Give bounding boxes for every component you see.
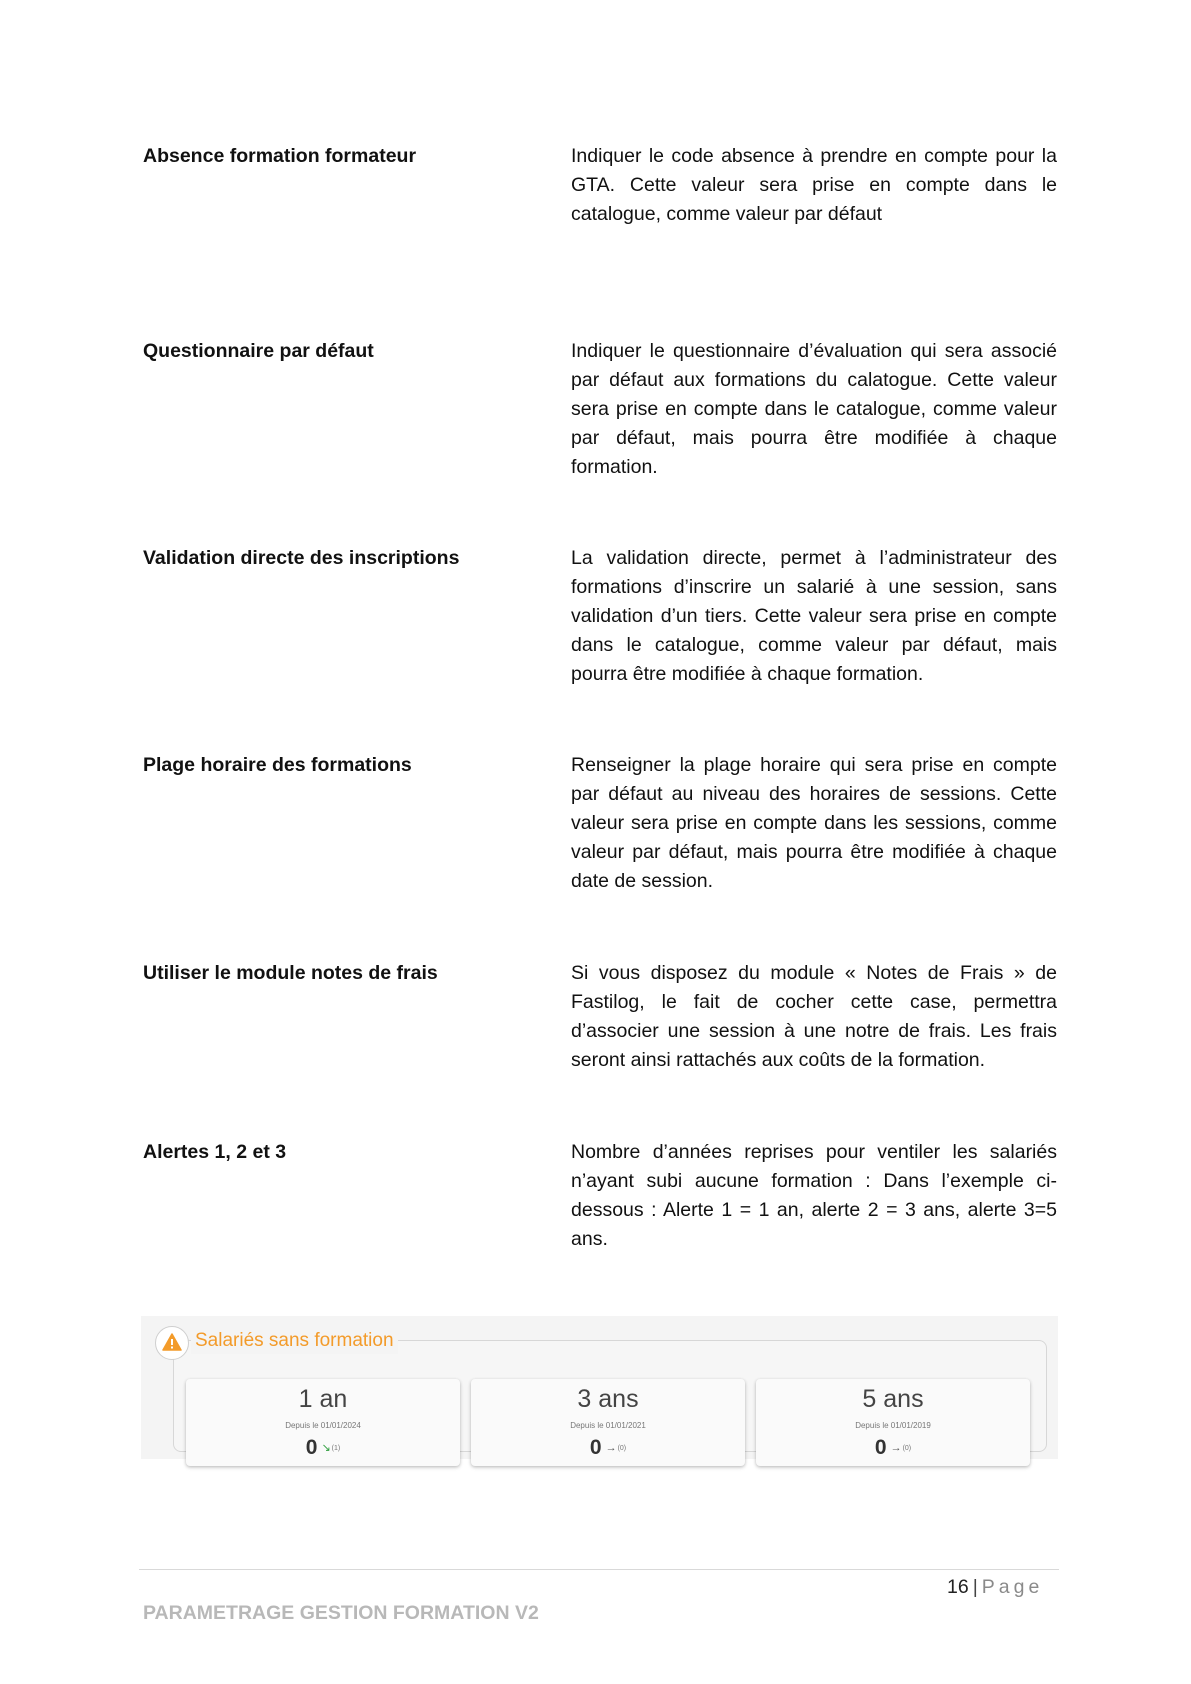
param-term: Absence formation formateur — [143, 145, 417, 167]
card-count-value: 0 — [589, 1436, 602, 1459]
param-term: Utiliser le module notes de frais — [143, 962, 438, 984]
card-delta: (0) — [617, 1445, 627, 1452]
footer-document-title: PARAMETRAGE GESTION FORMATION V2 — [143, 1602, 539, 1624]
page-number — [947, 1573, 1043, 1602]
param-description: Renseigner la plage horaire qui sera prise en compte par défaut au niveau des horaires de sessions. Cette valeur sera prise en compte dans les sessions, comme valeur par défaut, mais pourra être modifiée à chaque date de session. — [571, 754, 1057, 892]
card-period: 1 an — [298, 1385, 348, 1413]
card-delta: (0) — [902, 1445, 912, 1452]
trend-flat-icon: → — [605, 1442, 617, 1454]
card-count-value: 0 — [305, 1436, 318, 1459]
card-since-date: Depuis le 01/01/2024 — [285, 1421, 361, 1430]
param-description: Si vous disposez du module « Notes de Frais » de Fastilog, le fait de cocher cette case, permettra d’associer une session à une notre de frais. Les frais seront ainsi rattachés aux coûts de la formation. — [571, 962, 1057, 1071]
card-since-date: Depuis le 01/01/2021 — [570, 1421, 646, 1430]
page-number-value: 16 — [947, 1576, 969, 1598]
page-separator: | — [972, 1576, 978, 1598]
param-term: Alertes 1, 2 et 3 — [143, 1141, 287, 1163]
card-delta: (1) — [331, 1445, 341, 1452]
card-count — [756, 1436, 1030, 1461]
card-since-date: Depuis le 01/01/2019 — [855, 1421, 931, 1430]
page-word: Page — [981, 1576, 1044, 1598]
param-description: Indiquer le questionnaire d’évaluation qui sera associé par défaut aux formations du calatogue. Cette valeur sera prise en compte dans le catalogue, comme valeur par défaut, mais pourra être modifiée à chaque formation. — [571, 340, 1057, 478]
widget-title: Salariés sans formation — [191, 1328, 398, 1354]
salaries-sans-formation-widget — [141, 1316, 1058, 1459]
card-period: 3 ans — [577, 1385, 639, 1413]
card-count-value: 0 — [874, 1436, 887, 1459]
param-term: Questionnaire par défaut — [143, 340, 374, 362]
trend-down-icon: ↘ — [321, 1442, 331, 1454]
alert-card-2[interactable] — [471, 1379, 745, 1466]
warning-icon — [155, 1326, 189, 1360]
param-description: Nombre d’années reprises pour ventiler les salariés n’ayant subi aucune formation : Dans l’exemple ci-dessous : Alerte 1 = 1 an, alerte 2 = 3 ans, alerte 3=5 ans. — [571, 1141, 1057, 1250]
param-term: Validation directe des inscriptions — [143, 547, 460, 569]
card-count — [471, 1436, 745, 1461]
footer-divider — [139, 1569, 1059, 1570]
trend-flat-icon: → — [890, 1442, 902, 1454]
widget-frame — [173, 1340, 1047, 1459]
card-period: 5 ans — [862, 1385, 924, 1413]
param-description: La validation directe, permet à l’administrateur des formations d’inscrire un salarié à une session, sans validation d’un tiers. Cette valeur sera prise en compte dans le catalogue, comme valeur par défaut, mais pourra être modifiée à chaque formation. — [571, 547, 1057, 685]
alert-card-3[interactable] — [756, 1379, 1030, 1466]
alert-card-1[interactable] — [186, 1379, 460, 1466]
card-count — [186, 1436, 460, 1461]
param-description: Indiquer le code absence à prendre en compte pour la GTA. Cette valeur sera prise en compte dans le catalogue, comme valeur par défaut — [571, 145, 1057, 225]
param-term: Plage horaire des formations — [143, 754, 412, 776]
